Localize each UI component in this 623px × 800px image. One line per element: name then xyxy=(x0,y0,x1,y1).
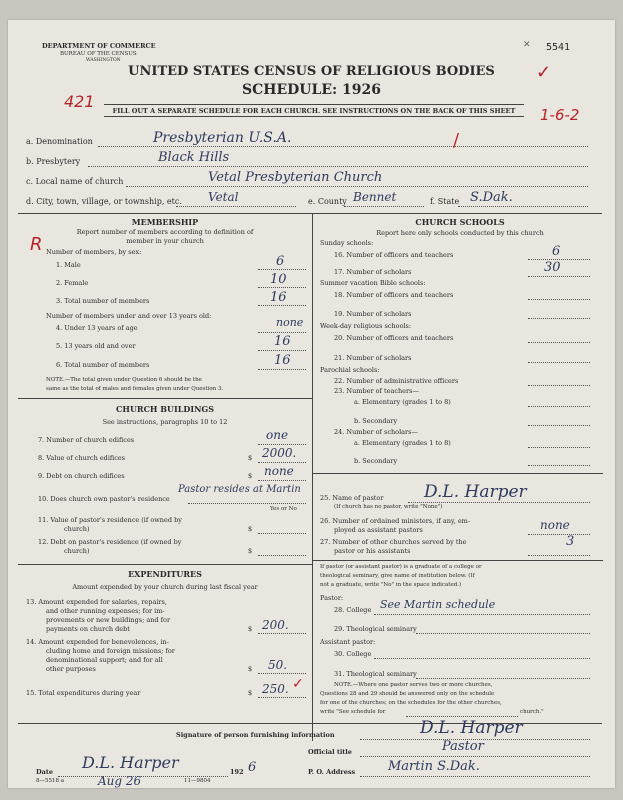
total-expenditures-line xyxy=(258,697,306,698)
male-label: 1. Male xyxy=(56,261,81,269)
membership-note-1: NOTE.—The total given under Question 6 should be the xyxy=(46,377,202,383)
running-expenses-label-4: payments on church debt xyxy=(46,625,130,633)
college-value[interactable]: See Martin schedule xyxy=(380,598,496,611)
city-town-value[interactable]: Vetal xyxy=(208,190,239,204)
pastor-name-value[interactable]: D.L. Harper xyxy=(424,482,527,502)
denomination-value[interactable]: Presbyterian U.S.A. xyxy=(153,130,292,146)
pastor-note-blank xyxy=(406,716,518,717)
local-name-value[interactable]: Vetal Presbyterian Church xyxy=(208,170,383,185)
residence-value-label-1: 11. Value of pastor's residence (if owned by xyxy=(38,516,182,524)
graduate-note-2: theological seminary, give name of institution below. (If xyxy=(320,573,475,579)
total-members-6-label: 6. Total number of members xyxy=(56,361,150,369)
local-name-line xyxy=(126,186,588,187)
seminary-label: 29. Theological seminary xyxy=(334,625,417,633)
expenditures-heading: EXPENDITURES xyxy=(128,569,202,579)
scholars-secondary-label: b. Secondary xyxy=(354,457,398,465)
po-address-line xyxy=(360,776,590,777)
scholars-secondary-line xyxy=(528,465,590,466)
graduate-note-1: If pastor (or assistant pastor) is a graduate of a college or xyxy=(320,564,482,570)
teachers-secondary-label: b. Secondary xyxy=(354,417,398,425)
benevolences-label-1: 14. Amount expended for benevolences, in- xyxy=(26,638,169,646)
summer-officers-line xyxy=(528,299,590,300)
state-value[interactable]: S.Dak. xyxy=(470,190,513,205)
pastor-name-label: 25. Name of pastor xyxy=(320,494,384,502)
weekday-officers-label: 20. Number of officers and teachers xyxy=(334,334,454,342)
pastor-residence-line xyxy=(188,503,306,504)
dollar-sign-11: $ xyxy=(248,525,253,533)
running-expenses-line xyxy=(258,633,306,634)
membership-note-2: same as the total of males and females given under Question 3. xyxy=(46,386,224,392)
denomination-label: a. Denomination xyxy=(26,137,93,146)
running-expenses-label-2: and other running expenses; for im- xyxy=(46,607,165,615)
pastor-name-line xyxy=(408,502,590,503)
edifices-count-label: 7. Number of church edifices xyxy=(38,436,135,444)
benevolences-value[interactable]: 50. xyxy=(268,658,288,672)
red-check-expenditures: ✓ xyxy=(292,676,304,692)
male-line xyxy=(258,269,306,270)
dollar-sign-8: $ xyxy=(248,454,253,462)
edifices-debt-line xyxy=(258,480,306,481)
year-prefix: 192 xyxy=(230,768,244,776)
instruction-banner: FILL OUT A SEPARATE SCHEDULE FOR EACH CHURCH. SEE INSTRUCTIONS ON THE BACK OF THIS SHEET xyxy=(112,107,516,115)
assistant-seminary-label: 31. Theological seminary xyxy=(334,670,417,678)
sunday-schools-label: Sunday schools: xyxy=(320,239,374,247)
stamp-mark: ✕ xyxy=(523,40,531,50)
graduate-rule xyxy=(313,560,603,561)
date-label: Date xyxy=(36,768,53,776)
county-line xyxy=(344,206,424,207)
serial-number: 5541 xyxy=(546,42,571,53)
age-breakdown-label: Number of members under and over 13 years old: xyxy=(46,312,212,320)
weekday-scholars-label: 21. Number of scholars xyxy=(334,354,412,362)
dollar-sign-9: $ xyxy=(248,472,253,480)
other-churches-label-2: pastor or his assistants xyxy=(334,547,411,555)
teachers-elementary-label: a. Elementary (grades 1 to 8) xyxy=(354,398,451,406)
over-13-line xyxy=(258,350,306,351)
total-members-label: 3. Total number of members xyxy=(56,297,150,305)
denomination-line xyxy=(98,146,588,147)
seminary-line xyxy=(416,633,590,634)
po-address-value[interactable]: Martin S.Dak. xyxy=(388,759,480,774)
header-rule-bottom xyxy=(104,116,524,117)
assistant-ministers-value[interactable]: none xyxy=(540,518,570,532)
red-tick-denomination: / xyxy=(453,130,460,151)
column-divider xyxy=(312,213,313,741)
department-label: DEPARTMENT OF COMMERCE xyxy=(42,42,156,50)
benevolences-label-2: cluding home and foreign missions; for xyxy=(46,647,175,655)
county-value[interactable]: Bennet xyxy=(353,190,397,204)
summer-schools-label: Summer vacation Bible schools: xyxy=(320,279,426,287)
total-members-6-line xyxy=(258,369,306,370)
form-title: UNITED STATES CENSUS OF RELIGIOUS BODIES xyxy=(128,64,495,79)
scholars-elementary-line xyxy=(528,447,590,448)
signature-label: Signature of person furnishing information xyxy=(176,731,335,739)
under-13-label: 4. Under 13 years of age xyxy=(56,324,138,332)
sunday-scholars-line xyxy=(528,276,590,277)
pastor-note-2: Questions 28 and 29 should be answered only on the schedule xyxy=(320,691,495,697)
edifices-debt-value[interactable]: none xyxy=(264,464,294,478)
schedule-title: SCHEDULE: 1926 xyxy=(241,82,382,98)
schools-intro: Report here only schools conducted by this church xyxy=(376,229,544,237)
dollar-sign-14: $ xyxy=(248,665,253,673)
edifices-value-label: 8. Value of church edifices xyxy=(38,454,126,462)
benevolences-label-4: other purposes xyxy=(46,665,96,673)
date-line xyxy=(58,776,228,777)
scholars-elementary-label: a. Elementary (grades 1 to 8) xyxy=(354,439,451,447)
city-label: WASHINGTON xyxy=(86,58,121,63)
edifices-debt-label: 9. Debt on church edifices xyxy=(38,472,125,480)
teachers-secondary-line xyxy=(528,425,590,426)
dollar-sign-12: $ xyxy=(248,547,253,555)
running-expenses-label-3: provements or new buildings; and for xyxy=(46,616,171,624)
sunday-scholars-label: 17. Number of scholars xyxy=(334,268,412,276)
pastor-note-4: write "See schedule for xyxy=(320,709,386,715)
running-expenses-label-1: 13. Amount expended for salaries, repairs, xyxy=(26,598,167,606)
college-line xyxy=(374,614,590,615)
county-label: e. County xyxy=(308,197,347,206)
red-check-mark: ✓ xyxy=(536,62,552,83)
assistant-college-label: 30. College xyxy=(334,650,372,658)
pastor-name-note: (If church has no pastor, write "None") xyxy=(334,504,443,510)
residence-debt-label-2: church) xyxy=(64,547,90,555)
state-label: f. State xyxy=(430,197,460,206)
total-expenditures-value[interactable]: 250. xyxy=(262,682,289,696)
expenditures-rule xyxy=(18,564,312,565)
assistant-ministers-line xyxy=(528,534,590,535)
sunday-scholars-value[interactable]: 30 xyxy=(544,260,561,275)
section-rule-top xyxy=(18,213,602,214)
buildings-rule xyxy=(18,398,312,399)
weekday-scholars-line xyxy=(528,362,590,363)
sunday-officers-label: 16. Number of officers and teachers xyxy=(334,251,454,259)
assistant-pastor-label: Assistant pastor: xyxy=(320,638,376,646)
other-churches-label-1: 27. Number of other churches served by the xyxy=(320,538,467,546)
pastor-note-1: NOTE.—Where one pastor serves two or more churches, xyxy=(334,682,493,688)
benevolences-label-3: denominational support; and for all xyxy=(46,656,163,664)
expenditures-intro: Amount expended by your church during last fiscal year xyxy=(72,583,258,591)
buildings-heading: CHURCH BUILDINGS xyxy=(116,404,214,414)
scholars-label: 24. Number of scholars— xyxy=(334,428,418,436)
residence-debt-label-1: 12. Debt on pastor's residence (if owned by xyxy=(38,538,182,546)
residence-debt-line xyxy=(258,555,306,556)
graduate-note-3: not a graduate, write "No" in the space indicated.) xyxy=(320,582,462,588)
female-value[interactable]: 10 xyxy=(270,272,287,287)
date-month-day[interactable]: Aug 26 xyxy=(98,774,142,788)
schools-heading: CHURCH SCHOOLS xyxy=(415,217,505,227)
admin-officers-line xyxy=(528,385,590,386)
census-schedule-sheet xyxy=(8,20,615,788)
other-churches-line xyxy=(528,555,590,556)
membership-intro-2: member in your church xyxy=(126,237,204,245)
total-members-value[interactable]: 16 xyxy=(270,290,287,305)
bureau-label: BUREAU OF THE CENSUS xyxy=(60,51,137,57)
assistant-college-line xyxy=(374,658,590,659)
teachers-label: 23. Number of teachers— xyxy=(334,387,419,395)
presbytery-line xyxy=(88,166,588,167)
form-number: 8—5518 a xyxy=(36,778,65,784)
pastor-note-3: for one of the churches; on the schedules for the other churches, xyxy=(320,700,502,706)
assistant-ministers-label-1: 26. Number of ordained ministers, if any, em- xyxy=(320,517,471,525)
edifices-value-line xyxy=(258,462,306,463)
running-expenses-value[interactable]: 200. xyxy=(262,618,289,632)
dollar-sign-15: $ xyxy=(248,689,253,697)
teachers-elementary-line xyxy=(528,406,590,407)
presbytery-value[interactable]: Black Hills xyxy=(158,150,230,165)
signature-value[interactable]: D.L. Harper xyxy=(420,718,523,738)
benevolences-line xyxy=(258,673,306,674)
under-13-line xyxy=(258,332,306,333)
edifices-count-line xyxy=(258,444,306,445)
city-town-line xyxy=(176,206,296,207)
weekday-schools-label: Week-day religious schools: xyxy=(320,322,412,330)
red-r-mark: R xyxy=(30,234,43,255)
sunday-officers-value[interactable]: 6 xyxy=(552,244,561,259)
parochial-schools-label: Parochial schools: xyxy=(320,366,380,374)
total-expenditures-label: 15. Total expenditures during year xyxy=(26,689,141,697)
male-value[interactable]: 6 xyxy=(276,254,285,269)
state-line xyxy=(458,206,588,207)
female-line xyxy=(258,287,306,288)
official-title-value[interactable]: Pastor xyxy=(442,739,484,754)
by-sex-label: Number of members, by sex: xyxy=(46,248,142,256)
header-rule-top xyxy=(104,104,524,105)
local-name-label: c. Local name of church xyxy=(26,177,124,186)
membership-intro-1: Report number of members according to definition of xyxy=(76,228,254,236)
pastor-note-5: church." xyxy=(520,709,544,715)
print-number: 11—9804 xyxy=(184,778,211,784)
summer-scholars-label: 19. Number of scholars xyxy=(334,310,412,318)
female-label: 2. Female xyxy=(56,279,89,287)
residence-value-line xyxy=(258,533,306,534)
dollar-sign-13: $ xyxy=(248,625,253,633)
edifices-count-value[interactable]: one xyxy=(266,428,289,442)
presbytery-label: b. Presbytery xyxy=(26,157,81,166)
assistant-ministers-label-2: ployed as assistant pastors xyxy=(334,526,423,534)
city-town-label: d. City, town, village, or township, etc. xyxy=(26,197,182,206)
pastor-residence-value[interactable]: Pastor resides at Martin xyxy=(178,484,301,495)
official-title-label: Official title xyxy=(308,748,352,756)
summer-scholars-line xyxy=(528,318,590,319)
other-churches-value[interactable]: 3 xyxy=(566,534,575,549)
under-13-value[interactable]: none xyxy=(276,316,304,329)
college-label: 28. College xyxy=(334,606,372,614)
weekday-officers-line xyxy=(528,342,590,343)
over-13-label: 5. 13 years old and over xyxy=(56,342,136,350)
buildings-intro: See instructions, paragraphs 10 to 12 xyxy=(102,418,228,426)
year-digit[interactable]: 6 xyxy=(248,760,257,775)
edifices-value-value[interactable]: 2000. xyxy=(262,446,297,460)
pastor-residence-label: 10. Does church own pastor's residence xyxy=(38,495,170,503)
total-members-6-value[interactable]: 16 xyxy=(274,353,291,368)
red-mark-162: 1-6-2 xyxy=(540,106,580,124)
over-13-value[interactable]: 16 xyxy=(274,334,291,349)
residence-value-label-2: church) xyxy=(64,525,90,533)
admin-officers-label: 22. Number of administrative officers xyxy=(334,377,459,385)
date-value[interactable]: D.L. Harper xyxy=(82,753,179,772)
official-title-line xyxy=(360,756,590,757)
assistant-seminary-line xyxy=(416,678,590,679)
total-members-line xyxy=(258,305,306,306)
red-mark-421: 421 xyxy=(64,92,95,111)
yes-no-hint: Yes or No xyxy=(270,506,297,512)
pastor-rule xyxy=(313,473,603,474)
summer-officers-label: 18. Number of officers and teachers xyxy=(334,291,454,299)
membership-heading: MEMBERSHIP xyxy=(131,217,199,227)
po-address-label: P. O. Address xyxy=(308,768,356,776)
pastor-section-label: Pastor: xyxy=(320,594,344,602)
